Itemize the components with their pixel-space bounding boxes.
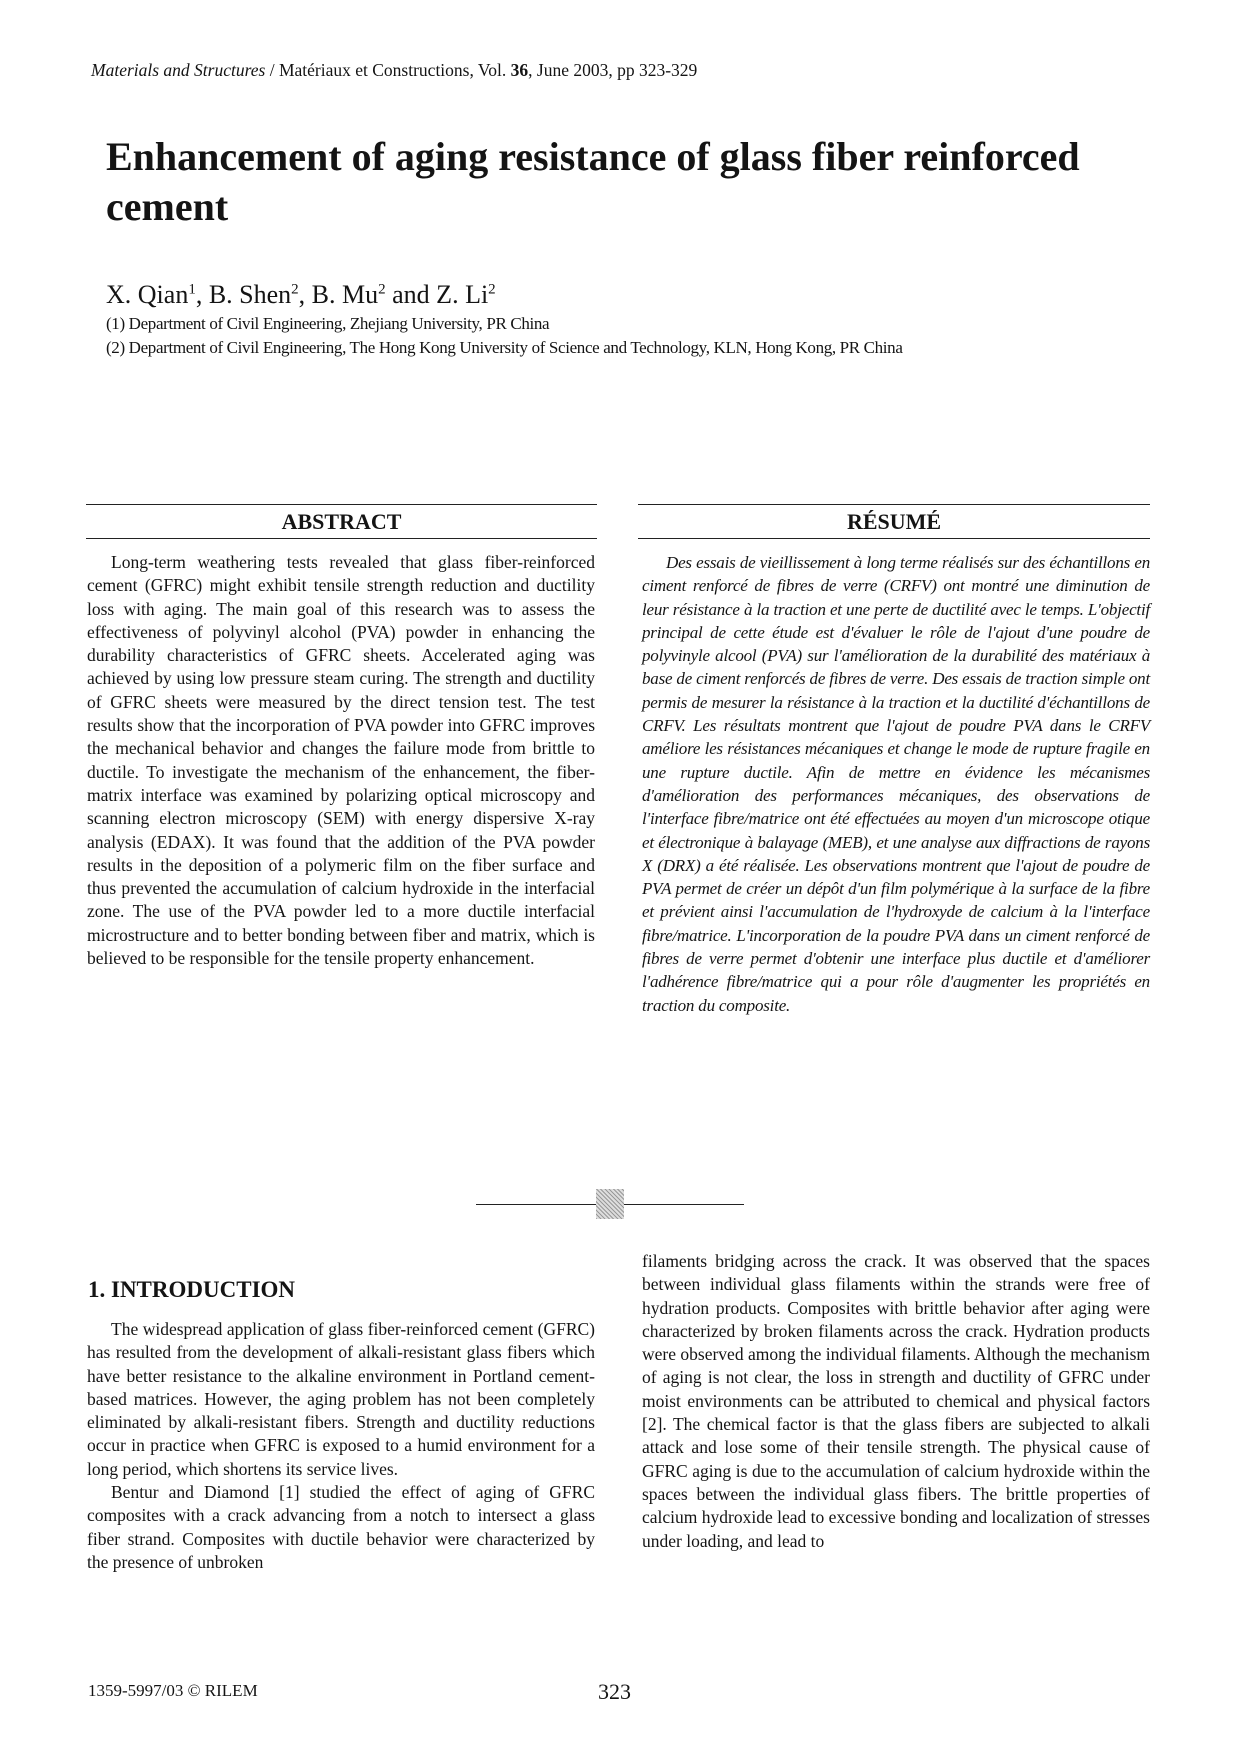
ornament-rule-right [624, 1204, 744, 1205]
introduction-heading: 1. INTRODUCTION [88, 1277, 296, 1302]
introduction-paragraph-2: Bentur and Diamond [1] studied the effect of aging of GFRC composites with a crack advancing from a notch to intersect a glass fiber strand. Composites with ductile behavior were characterized by the presence of unbroken [87, 1482, 595, 1572]
paper-title: Enhancement of aging resistance of glass fiber reinforced cement [106, 134, 1080, 229]
author-2-affil: 2 [291, 281, 299, 298]
ornament-rule-left [476, 1204, 596, 1205]
journal-date-pages: , June 2003, pp 323-329 [528, 60, 698, 80]
author-list [106, 280, 496, 310]
resume-body [642, 551, 1150, 1017]
journal-header [91, 60, 697, 81]
resume-top-rule [638, 504, 1150, 505]
journal-subtitle: / Matériaux et Constructions, Vol. [265, 60, 511, 80]
introduction-paragraph-3: filaments bridging across the crack. It was observed that the spaces between individual glass filaments within the strands were free of hydration products. Composites with brittle behavior after aging were characterized by broken filaments across the crack. Hydration products were observed among the individual filaments. Although the mechanism of aging is not clear, the loss in strength and ductility of GFRC under moist environments can be attributed to chemical and physical factors [2]. The chemical factor is that the glass fibers are subjected to alkali attack and lose some of their tensile strength. The physical cause of GFRC aging is due to the accumulation of calcium hydroxide within the spaces between the individual glass fibers. The brittle properties of calcium hydroxide lead to excessive bonding and localization of stresses under loading, and lead to [642, 1251, 1150, 1551]
journal-volume: 36 [510, 60, 529, 80]
abstract-bottom-rule [86, 538, 597, 539]
author-1: X. Qian [106, 280, 189, 309]
affiliation-2: (2) Department of Civil Engineering, The Hong Kong University of Science and Technology, KLN, Hong Kong, PR China [106, 338, 903, 357]
affiliation-1: (1) Department of Civil Engineering, Zhejiang University, PR China [106, 314, 550, 333]
author-3-affil: 2 [378, 281, 386, 298]
author-2: , B. Shen [195, 280, 292, 309]
introduction-paragraph-1: The widespread application of glass fiber-reinforced cement (GFRC) has resulted from the development of alkali-resistant glass fibers which have better resistance to the alkaline environment in Portland cement-based matrices. However, the aging problem has not been completely eliminated by alkali-resistant fibers. Strength and ductility reductions occur in practice when GFRC is exposed to a humid environment for a long period, which shortens its service lives. [87, 1319, 595, 1479]
journal-name: Materials and Structures [91, 60, 266, 80]
resume-heading: RÉSUMÉ [846, 509, 942, 534]
resume-bottom-rule [638, 538, 1150, 539]
author-1-affil: 1 [188, 281, 196, 298]
abstract-top-rule [86, 504, 597, 505]
author-3: , B. Mu [298, 280, 379, 309]
resume-text: Des essais de vieillissement à long terme réalisés sur des échantillons en ciment renforcé de fibres de verre (CRFV) ont montré une diminution de leur résistance à la traction et une perte de ductilité avec le temps. L'objectif principal de cette étude est d'évaluer le rôle de l'ajout d'une poudre de polyvinyle alcool (PVA) sur l'amélioration de la durabilité des matériaux à base de ciment renforcés de fibres de verre. Des essais de traction simple ont permis de mesurer la résistance à la traction et la ductilité d'échantillons de CRFV. Les résultats montrent que l'ajout de poudre PVA dans le CRFV améliore les résistances mécaniques et change le mode de rupture fragile en une rupture ductile. Afin de mettre en évidence les mécanismes d'amélioration des performances mécaniques, des observations de l'interface fibre/matrice ont été effectuées au moyen d'un microscope otique et électronique à balayage (MEB), et une analyse aux diffractions de rayons X (DRX) a été réalisée. Les observations montrent que l'ajout de poudre de PVA permet de créer un dépôt d'un film polymérique à la surface de la fibre et prévient ainsi l'accumulation de l'hydroxyde de calcium à la l'interface fibre/matrice. L'incorporation de la poudre PVA dans un ciment renforcé de fibres de verre permet d'obtenir une interface plus ductile et d'améliorer l'adhérence fibre/matrice qui a pour rôle d'augmenter les propriétés en traction du composite. [642, 553, 1150, 1015]
author-4: and Z. Li [385, 280, 489, 309]
abstract-body [87, 551, 595, 970]
abstract-heading: ABSTRACT [281, 509, 402, 534]
issn-copyright: 1359-5997/03 © RILEM [88, 1681, 258, 1700]
author-4-affil: 2 [488, 281, 496, 298]
introduction-right-column [642, 1250, 1150, 1553]
abstract-text: Long-term weathering tests revealed that glass fiber-reinforced cement (GFRC) might exhibit tensile strength reduction and ductility loss with aging. The main goal of this research was to assess the effectiveness of polyvinyl alcohol (PVA) powder in enhancing the durability characteristics of GFRC sheets. Accelerated aging was achieved by using low pressure steam curing. The strength and ductility of GFRC sheets were measured by the direct tension test. The test results show that the incorporation of PVA powder into GFRC improves the mechanical behavior and changes the failure mode from brittle to ductile. To investigate the mechanism of the enhancement, the fiber-matrix interface was examined by polarizing optical microscopy and scanning electron microscopy (SEM) with energy dispersive X-ray analysis (EDAX). It was found that the addition of the PVA powder results in the deposition of a polymeric film on the fiber surface and thus prevented the accumulation of calcium hydroxide in the interfacial zone. The use of the PVA powder led to a more ductile interfacial microstructure and to better bonding between fiber and matrix, which is believed to be responsible for the tensile property enhancement. [87, 552, 595, 969]
page-number: 323 [598, 1679, 631, 1704]
introduction-left-column [87, 1318, 595, 1574]
ornament-square [596, 1189, 624, 1219]
